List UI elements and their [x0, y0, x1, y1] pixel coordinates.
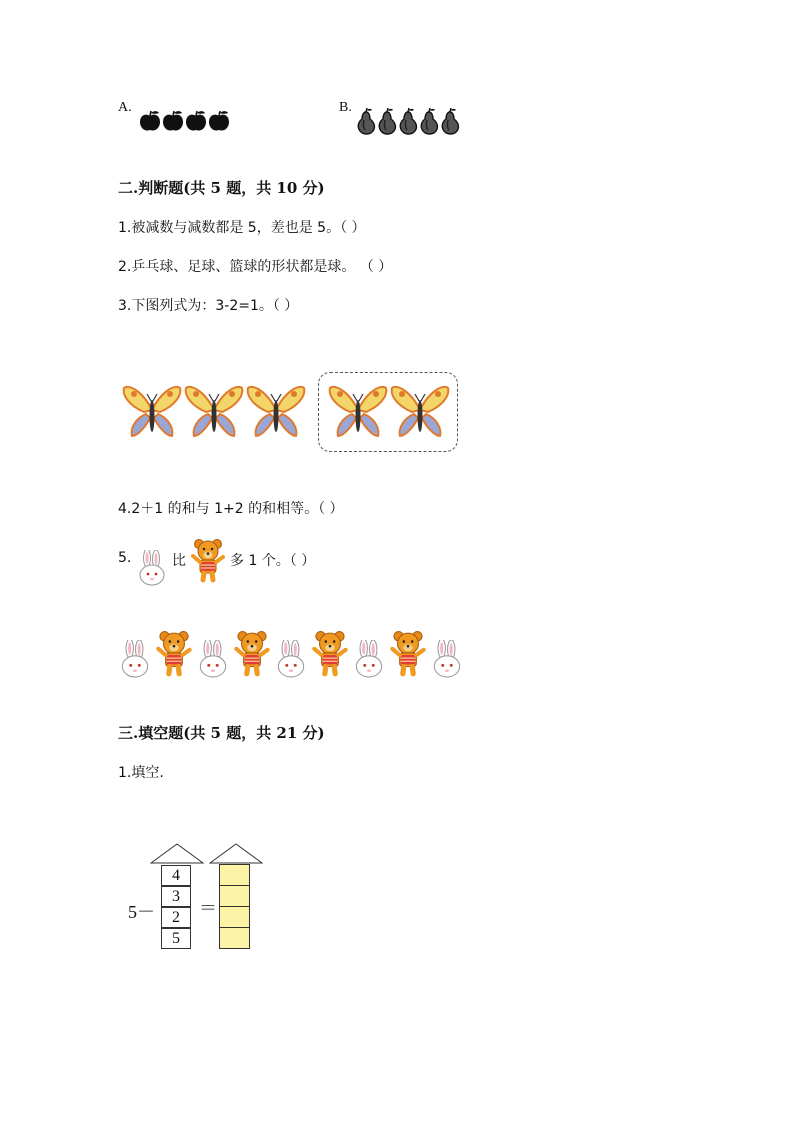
rabbit-icon: [118, 640, 152, 678]
right-roof-icon: [209, 842, 263, 866]
bear-icon: [191, 538, 225, 584]
answer-cell[interactable]: [219, 885, 250, 907]
question-2-3: 3.下图列式为：3-2=1。（ ）: [118, 298, 299, 314]
question-2-5-rest: 多 1 个。（ ）: [230, 553, 316, 569]
pear-icon: [398, 108, 418, 135]
question-2-5-compare: 比: [172, 553, 186, 569]
bear-icon: [234, 630, 270, 678]
bear-icon: [156, 630, 192, 678]
butterfly-icon: [246, 382, 306, 440]
dashed-group-box: [318, 372, 458, 452]
butterfly-icon: [122, 382, 182, 440]
stack-cell: 3: [161, 886, 191, 907]
answer-cell[interactable]: [219, 906, 250, 928]
bear-icon: [312, 630, 348, 678]
rabbit-icon: [274, 640, 308, 678]
equals-sign: ＝: [199, 898, 217, 918]
rabbit-icon: [352, 640, 386, 678]
rabbit-icon: [196, 640, 230, 678]
pear-icon: [419, 108, 439, 135]
answer-cell[interactable]: [219, 927, 250, 949]
stack-cell: 4: [161, 865, 191, 886]
stack-cell: 2: [161, 907, 191, 928]
stack-prefix: 5－: [128, 902, 155, 922]
section-3-title: 三.填空题(共 5 题，共 21 分): [118, 724, 325, 742]
pear-icon: [377, 108, 397, 135]
rabbit-icon: [136, 550, 168, 590]
bear-icon: [390, 630, 426, 678]
section-2-title: 二.判断题(共 5 题，共 10 分): [118, 179, 325, 197]
pear-icon: [440, 108, 460, 135]
rabbit-icon: [430, 640, 464, 678]
bear-icon: [191, 538, 225, 588]
rabbit-icon: [136, 550, 168, 586]
option-a-apples: [139, 110, 230, 132]
question-2-1: 1.被减数与减数都是 5，差也是 5。（ ）: [118, 220, 366, 236]
question-2-5-number: 5.: [118, 550, 132, 566]
option-b-pears: [356, 108, 460, 135]
animal-row: [118, 630, 468, 678]
apple-icon: [185, 110, 207, 132]
question-3-1: 1.填空.: [118, 765, 164, 781]
question-2-2: 2.乒乓球、足球、篮球的形状都是球。 （ ）: [118, 259, 393, 275]
stack-cell: 5: [161, 928, 191, 949]
pear-icon: [356, 108, 376, 135]
apple-icon: [162, 110, 184, 132]
butterfly-icon: [184, 382, 244, 440]
left-roof-icon: [150, 842, 204, 866]
question-2-4: 4.2＋1 的和与 1+2 的和相等。（ ）: [118, 501, 344, 517]
apple-icon: [208, 110, 230, 132]
option-a-label: A.: [118, 100, 132, 115]
answer-cell[interactable]: [219, 864, 250, 886]
apple-icon: [139, 110, 161, 132]
option-b-label: B.: [339, 100, 352, 115]
